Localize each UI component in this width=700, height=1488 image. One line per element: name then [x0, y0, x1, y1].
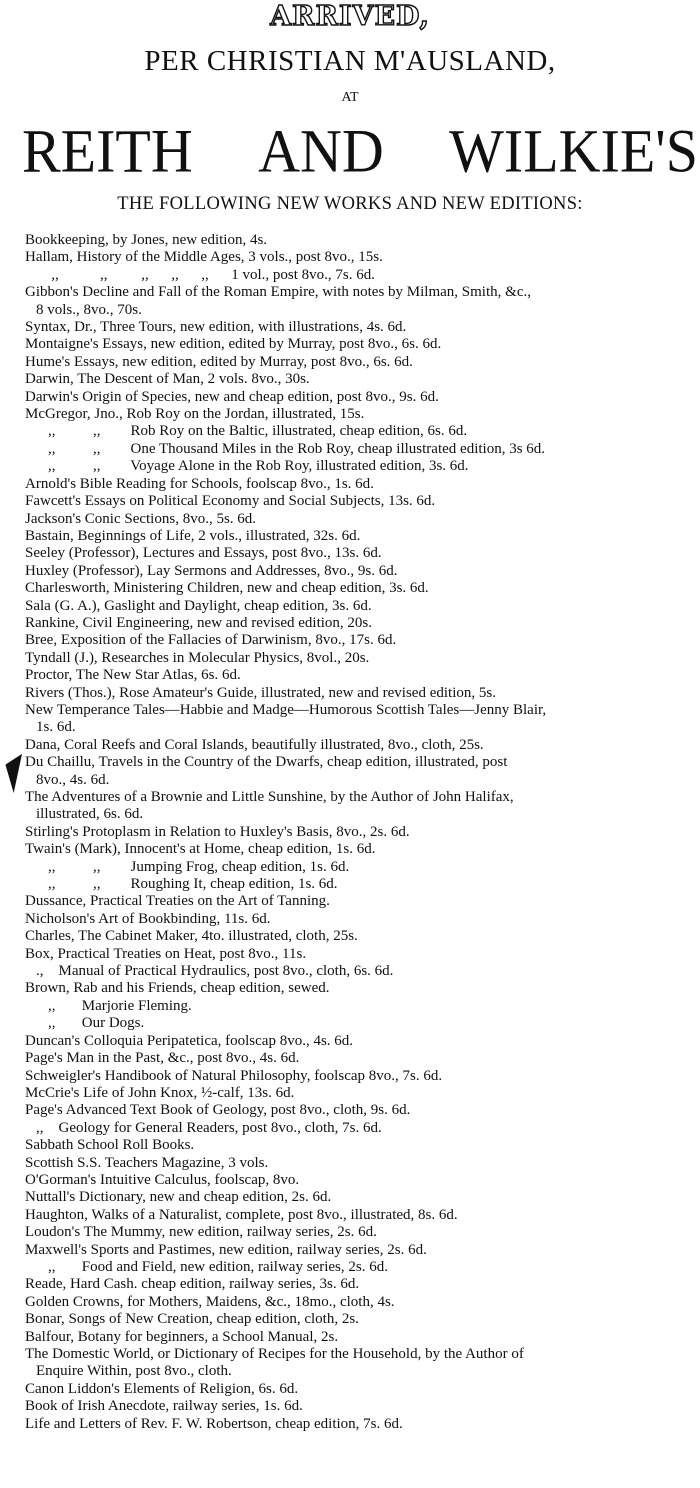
list-item: Hallam, History of the Middle Ages, 3 vols., post 8vo., 15s. — [25, 249, 383, 266]
list-item: Proctor, The New Star Atlas, 6s. 6d. — [25, 667, 241, 684]
list-item: The Domestic World, or Dictionary of Recipes for the Household, by the Author of — [25, 1346, 524, 1362]
list-item: ,, Marjorie Fleming. — [48, 997, 192, 1014]
list-item: Fawcett's Essays on Political Economy and Social Subjects, 13s. 6d. — [25, 493, 436, 510]
headline-at: AT — [341, 90, 359, 105]
list-item: Arnold's Bible Reading for Schools, foolscap 8vo., 1s. 6d. — [25, 475, 374, 492]
list-item: Duncan's Colloquia Peripatetica, foolscap 8vo., 4s. 6d. — [25, 1032, 354, 1049]
list-item: Brown, Rab and his Friends, cheap edition, sewed. — [25, 980, 330, 997]
list-item: The Adventures of a Brownie and Little Sunshine, by the Author of John Halifax, — [25, 789, 514, 805]
list-item: Charlesworth, Ministering Children, new and cheap edition, 3s. 6d. — [25, 580, 429, 597]
list-item: Maxwell's Sports and Pastimes, new edition, railway series, 2s. 6d. — [25, 1241, 427, 1258]
list-item: ,, Our Dogs. — [48, 1015, 145, 1032]
headline-word-reith: REITH — [22, 117, 193, 186]
list-item: Bookkeeping, by Jones, new edition, 4s. — [25, 232, 268, 248]
list-item: Canon Liddon's Elements of Religion, 6s. 6d. — [25, 1380, 299, 1397]
list-item: McCrie's Life of John Knox, ½-calf, 13s. 6d. — [25, 1084, 295, 1101]
list-item: Rankine, Civil Engineering, new and revised edition, 20s. — [25, 614, 373, 631]
headline-bookseller — [22, 117, 698, 186]
headline-arrived: ARRIVED, — [270, 1, 430, 32]
list-item: Hume's Essays, new edition, edited by Murray, post 8vo., 6s. 6d. — [25, 353, 413, 370]
headline-word-and: AND — [258, 117, 384, 186]
headline-per-ship: PER CHRISTIAN M'AUSLAND, — [144, 45, 556, 77]
list-item: McGregor, Jno., Rob Roy on the Jordan, illustrated, 15s. — [25, 406, 365, 423]
list-item: Seeley (Professor), Lectures and Essays, post 8vo., 13s. 6d. — [25, 545, 382, 562]
list-item: ,, ,, Jumping Frog, cheap edition, 1s. 6d. — [48, 858, 350, 875]
list-item: Reade, Hard Cash. cheap edition, railway series, 3s. 6d. — [25, 1276, 360, 1293]
list-item: Du Chaillu, Travels in the Country of the Dwarfs, cheap edition, illustrated, post — [25, 754, 508, 771]
list-item: 1s. 6d. — [36, 719, 76, 736]
list-item: Jackson's Conic Sections, 8vo., 5s. 6d. — [25, 510, 257, 527]
list-item: Enquire Within, post 8vo., cloth. — [36, 1363, 232, 1380]
list-item: Darwin's Origin of Species, new and cheap edition, post 8vo., 9s. 6d. — [25, 388, 439, 405]
list-item: Bastain, Beginnings of Life, 2 vols., illustrated, 32s. 6d. — [25, 527, 361, 544]
list-item: Montaigne's Essays, new edition, edited by Murray, post 8vo., 6s. 6d. — [25, 336, 442, 353]
list-item: Dana, Coral Reefs and Coral Islands, beautifully illustrated, 8vo., cloth, 25s. — [25, 736, 484, 753]
list-item: ,, Geology for General Readers, post 8vo., cloth, 7s. 6d. — [36, 1119, 382, 1136]
list-item: Scottish S.S. Teachers Magazine, 3 vols. — [25, 1154, 269, 1171]
list-item: Haughton, Walks of a Naturalist, complete, post 8vo., illustrated, 8s. 6d. — [25, 1206, 458, 1223]
list-item: Page's Man in the Past, &c., post 8vo., 4s. 6d. — [25, 1050, 300, 1067]
list-item: ,, ,, Roughing It, cheap edition, 1s. 6d. — [48, 876, 338, 893]
list-item: Page's Advanced Text Book of Geology, post 8vo., cloth, 9s. 6d. — [25, 1102, 411, 1119]
list-item: ,, ,, ,, ,, ,, 1 vol., post 8vo., 7s. 6d. — [25, 266, 376, 283]
list-item: ,, ,, One Thousand Miles in the Rob Roy, cheap illustrated edition, 3s 6d. — [48, 440, 546, 457]
list-item: Life and Letters of Rev. F. W. Robertson, cheap edition, 7s. 6d. — [25, 1415, 403, 1432]
list-item: Bree, Exposition of the Fallacies of Darwinism, 8vo., 17s. 6d. — [25, 632, 397, 649]
list-item: 8 vols., 8vo., 70s. — [36, 301, 142, 318]
list-item: illustrated, 6s. 6d. — [36, 806, 144, 823]
list-item: Bonar, Songs of New Creation, cheap edition, cloth, 2s. — [25, 1311, 359, 1328]
list-item: ,, Food and Field, new edition, railway series, 2s. 6d. — [48, 1258, 388, 1275]
list-item: Rivers (Thos.), Rose Amateur's Guide, illustrated, new and revised edition, 5s. — [25, 684, 496, 701]
list-item: Stirling's Protoplasm in Relation to Huxley's Basis, 8vo., 2s. 6d. — [25, 823, 410, 840]
headline-word-wilkies: WILKIE'S — [449, 117, 698, 186]
list-item: Schweigler's Handibook of Natural Philosophy, foolscap 8vo., 7s. 6d. — [25, 1067, 443, 1084]
list-item: Gibbon's Decline and Fall of the Roman Empire, with notes by Milman, Smith, &c., — [25, 284, 531, 301]
list-item: Huxley (Professor), Lay Sermons and Addresses, 8vo., 9s. 6d. — [25, 562, 398, 579]
list-item: New Temperance Tales—Habbie and Madge—Humorous Scottish Tales—Jenny Blair, — [25, 701, 547, 718]
list-item: Tyndall (J.), Researches in Molecular Physics, 8vol., 20s. — [25, 649, 370, 666]
list-item: Twain's (Mark), Innocent's at Home, cheap edition, 1s. 6d. — [25, 841, 376, 858]
list-item: Darwin, The Descent of Man, 2 vols. 8vo., 30s. — [25, 371, 310, 388]
list-item: Box, Practical Treaties on Heat, post 8vo., 11s. — [25, 945, 307, 962]
list-item: Nicholson's Art of Bookbinding, 11s. 6d. — [25, 910, 271, 927]
list-item: ., Manual of Practical Hydraulics, post 8vo., cloth, 6s. 6d. — [36, 963, 394, 980]
list-item: Sabbath School Roll Books. — [25, 1137, 195, 1154]
book-list — [25, 232, 697, 1433]
list-item: Syntax, Dr., Three Tours, new edition, with illustrations, 4s. 6d. — [25, 319, 407, 336]
ink-blot-mark — [0, 751, 22, 793]
list-item: Balfour, Botany for beginners, a School Manual, 2s. — [25, 1328, 339, 1345]
list-item: Sala (G. A.), Gaslight and Daylight, cheap edition, 3s. 6d. — [25, 597, 372, 614]
list-item: Dussance, Practical Treaties on the Art of Tanning. — [25, 893, 330, 910]
list-item: Nuttall's Dictionary, new and cheap edition, 2s. 6d. — [25, 1189, 332, 1206]
list-item: Book of Irish Anecdote, railway series, 1s. 6d. — [25, 1398, 303, 1415]
list-item: O'Gorman's Intuitive Calculus, foolscap, 8vo. — [25, 1171, 300, 1188]
list-item: Loudon's The Mummy, new edition, railway series, 2s. 6d. — [25, 1224, 377, 1241]
headline-following: THE FOLLOWING NEW WORKS AND NEW EDITIONS: — [117, 194, 583, 214]
list-item: Golden Crowns, for Mothers, Maidens, &c., 18mo., cloth, 4s. — [25, 1293, 395, 1310]
list-item: ,, ,, Voyage Alone in the Rob Roy, illustrated edition, 3s. 6d. — [48, 458, 469, 475]
list-item: ,, ,, Rob Roy on the Baltic, illustrated, cheap edition, 6s. 6d. — [48, 423, 468, 440]
list-item: Charles, The Cabinet Maker, 4to. illustrated, cloth, 25s. — [25, 928, 358, 945]
list-item: 8vo., 4s. 6d. — [36, 771, 110, 788]
